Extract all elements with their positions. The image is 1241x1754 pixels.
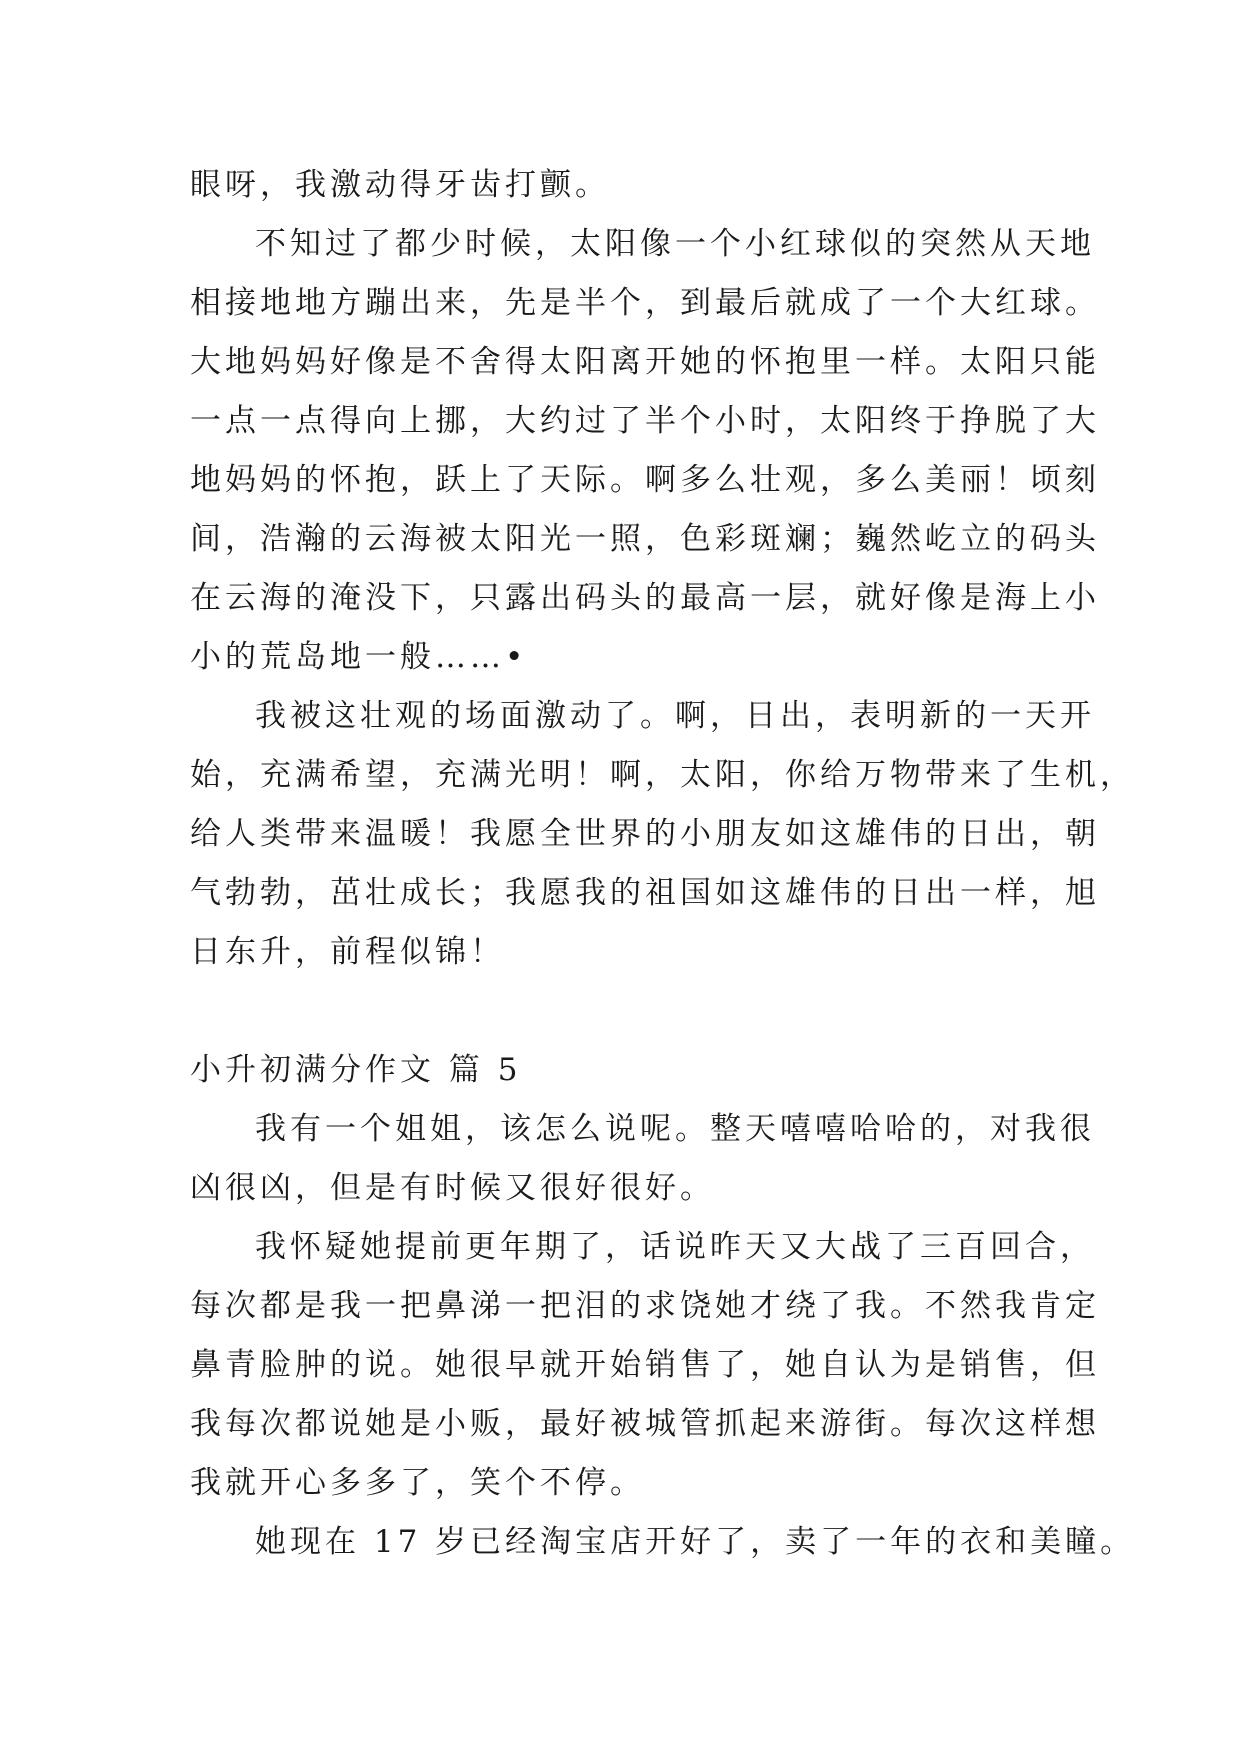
paragraph-line: 气勃勃，茁壮成长；我愿我的祖国如这雄伟的日出一样，旭 [190,875,1100,911]
paragraph-line: 日东升，前程似锦！ [190,934,505,970]
section-heading: 小升初满分作文 篇 5 [190,1052,522,1088]
paragraph-line: 始，充满希望，充满光明！啊，太阳，你给万物带来了生机， [190,757,1135,793]
paragraph-line: 我被这壮观的场面激动了。啊，日出，表明新的一天开 [255,698,1095,734]
paragraph-line: 每次都是我一把鼻涕一把泪的求饶她才绕了我。不然我肯定 [190,1288,1100,1324]
paragraph-line: 在云海的淹没下，只露出码头的最高一层，就好像是海上小 [190,580,1100,616]
paragraph-line: 相接地地方蹦出来，先是半个，到最后就成了一个大红球。 [190,285,1100,321]
paragraph-line: 我怀疑她提前更年期了，话说昨天又大战了三百回合， [255,1229,1095,1265]
paragraph-line: 我就开心多多了，笑个不停。 [190,1465,645,1501]
paragraph-line: 间，浩瀚的云海被太阳光一照，色彩斑斓；巍然屹立的码头 [190,521,1100,557]
paragraph-line: 眼呀，我激动得牙齿打颤。 [190,167,610,203]
paragraph-line: 鼻青脸肿的说。她很早就开始销售了，她自认为是销售，但 [190,1347,1100,1383]
paragraph-line: 我每次都说她是小贩，最好被城管抓起来游街。每次这样想 [190,1406,1100,1442]
paragraph-line: 小的荒岛地一般……• [190,639,528,675]
paragraph-line: 我有一个姐姐，该怎么说呢。整天嘻嘻哈哈的，对我很 [255,1111,1095,1147]
paragraph-line: 给人类带来温暖！我愿全世界的小朋友如这雄伟的日出，朝 [190,816,1100,852]
paragraph-line: 大地妈妈好像是不舍得太阳离开她的怀抱里一样。太阳只能 [190,344,1100,380]
paragraph-line: 一点一点得向上挪，大约过了半个小时，太阳终于挣脱了大 [190,403,1100,439]
paragraph-line: 她现在 17 岁已经淘宝店开好了，卖了一年的衣和美瞳。 [255,1524,1136,1560]
paragraph-line: 地妈妈的怀抱，跃上了天际。啊多么壮观，多么美丽！顷刻 [190,462,1100,498]
paragraph-line: 不知过了都少时候，太阳像一个小红球似的突然从天地 [255,226,1095,262]
paragraph-line: 凶很凶，但是有时候又很好很好。 [190,1170,715,1206]
